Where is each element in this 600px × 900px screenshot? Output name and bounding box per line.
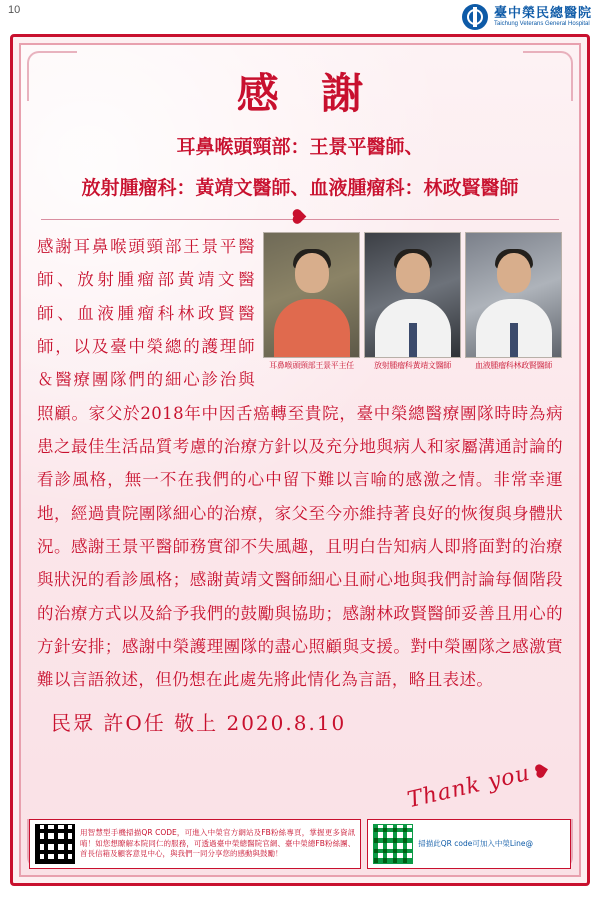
doctor-portrait-image	[364, 232, 461, 358]
portrait-tie	[510, 323, 518, 357]
portrait-head	[497, 253, 531, 293]
corner-ornament-top-left	[27, 51, 77, 101]
thank-you-text: Thank you	[404, 760, 533, 814]
hospital-logo-icon	[462, 4, 488, 30]
heart-divider	[41, 212, 559, 226]
letter-inner-frame	[19, 43, 581, 877]
hospital-logo-text	[494, 7, 592, 27]
portrait-shirt	[274, 299, 350, 357]
footer-info-box	[29, 819, 361, 869]
page-number: 10	[8, 4, 21, 16]
doctor-photo-caption: 放射腫瘤科黃靖文醫師	[374, 361, 451, 370]
letter-title: 感 謝	[236, 69, 378, 118]
doctor-photo-item	[263, 232, 360, 371]
hospital-name-en: Taichung Veterans General Hospital	[493, 20, 590, 27]
portrait-head	[295, 253, 329, 293]
footer-info-text: 用智慧型手機掃描QR CODE，可進入中榮官方網站及FB粉絲專頁，掌握更多資訊唷！如您想瞭解本院同仁的服務，可透過臺中榮總醫院官網、臺中榮總FB粉絲團、首長信箱及顧客意見中心，與我們一同分享您的感動與鼓勵！	[80, 827, 356, 859]
doctor-portrait-image	[263, 232, 360, 358]
doctor-photo-item	[465, 232, 562, 371]
letter-body-text: 感謝耳鼻喉頭頸部王景平醫師、放射腫瘤部黃靖文醫師、血液腫瘤科林政賢醫師，以及臺中榮總的護理師＆醫療團隊們的細心診治與照顧。家父於2018年中因舌癌轉至貴院，臺中榮總醫療團隊時時為病患之最佳生活品質考慮的治療方針以及充分地與病人和家屬溝通討論的看診風格，無一不在我們的心中留下難以言喻的感激之情。非常幸運地，經過貴院團隊細心的治療，家父至今亦維持著良好的恢復與身體狀況。感謝王景平醫師務實卻不失風趣，且明白告知病人即將面對的治療與狀況的看診風格；感謝黃靖文醫師細心且耐心地與我們討論每個階段的治療方式以及給予我們的鼓勵與協助；感謝林政賢醫師妥善且用心的方針安排；感謝中榮護理團隊的盡心照顧與支援。對中榮團隊之感激實難以言語敘述，但仍想在此處先將此情化為言語，略且表述。	[37, 237, 563, 690]
portrait-head	[396, 253, 430, 293]
letter-subtitle-line-2: 放射腫瘤科：黃靖文醫師、血液腫瘤科：林政賢醫師	[81, 176, 519, 199]
doctor-photo-caption: 血液腫瘤科林政賢醫師	[475, 361, 552, 370]
hospital-name-cn: 臺中榮民總醫院	[493, 6, 592, 22]
letter-body-wrap	[37, 230, 563, 697]
doctor-photo-group	[263, 232, 563, 371]
portrait-tie	[409, 323, 417, 357]
small-heart-icon	[537, 764, 548, 775]
hospital-logo	[462, 4, 592, 30]
doctor-photo-caption: 耳鼻喉頭頸部王景平主任	[269, 361, 354, 370]
thank-you-letter-card	[10, 34, 590, 886]
footer-line-text: 掃描此QR code可加入中榮Line@	[418, 838, 533, 848]
qr-code-line-icon[interactable]	[373, 824, 413, 864]
doctor-portrait-image	[465, 232, 562, 358]
heart-icon	[294, 210, 307, 223]
footer-line-box	[367, 819, 571, 869]
letter-signature: 民眾 許O任 敬上 2020.8.10	[51, 710, 347, 735]
thank-you-script	[405, 756, 554, 813]
qr-code-icon[interactable]	[35, 824, 75, 864]
letter-subtitle-line-1: 耳鼻喉頭頸部：王景平醫師、	[176, 136, 424, 158]
footer-bar	[29, 819, 571, 869]
corner-ornament-top-right	[523, 51, 573, 101]
doctor-photo-item	[364, 232, 461, 371]
